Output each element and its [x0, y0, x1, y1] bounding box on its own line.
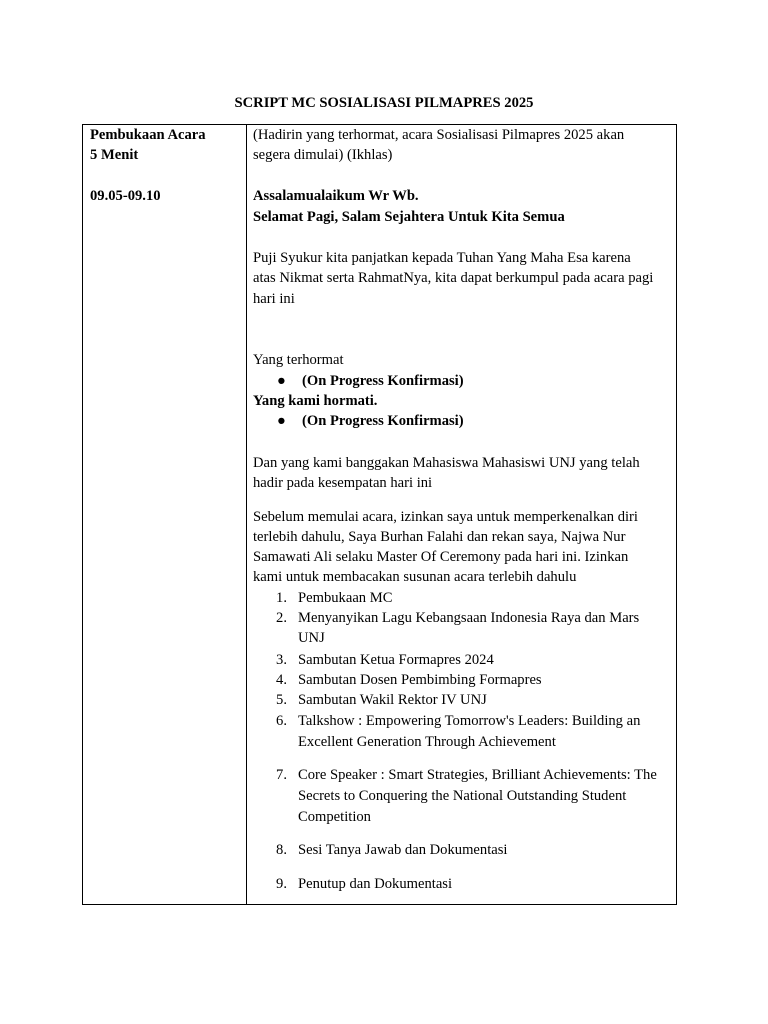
agenda-text: Talkshow : Empowering Tomorrow's Leaders: Building an: [298, 713, 641, 729]
agenda-text: Sambutan Ketua Formapres 2024: [298, 652, 494, 668]
agenda-text: Sesi Tanya Jawab dan Dokumentasi: [298, 842, 508, 858]
agenda-text: Competition: [298, 809, 371, 825]
proud-line: Dan yang kami banggakan Mahasiswa Mahasiswi UNJ yang telah: [253, 455, 640, 471]
respected-label: Yang terhormat: [253, 352, 344, 368]
praise-line: atas Nikmat serta RahmatNya, kita dapat berkumpul pada acara pagi: [253, 270, 654, 286]
intro-line: Samawati Ali selaku Master Of Ceremony pada hari ini. Izinkan: [253, 549, 629, 565]
agenda-text: Secrets to Conquering the National Outstanding Student: [298, 788, 627, 804]
proud-line: hadir pada kesempatan hari ini: [253, 475, 433, 491]
praise-line: hari ini: [253, 291, 295, 307]
section-time: 09.05-09.10: [90, 188, 161, 204]
note-line: (Hadirin yang terhormat, acara Sosialisasi Pilmapres 2025 akan: [253, 127, 625, 143]
script-table: [82, 124, 677, 905]
intro-line: kami untuk membacakan susunan acara terlebih dahulu: [253, 569, 577, 585]
greeting-line: Assalamualaikum Wr Wb.: [253, 188, 419, 204]
intro-line: terlebih dahulu, Saya Burhan Falahi dan rekan saya, Najwa Nur: [253, 529, 626, 545]
honored-label: Yang kami hormati.: [253, 393, 378, 409]
agenda-text: Sambutan Wakil Rektor IV UNJ: [298, 692, 487, 708]
bullet-text: (On Progress Konfirmasi): [302, 373, 464, 389]
agenda-number: 1.: [276, 590, 287, 606]
agenda-text: UNJ: [298, 630, 325, 646]
agenda-text: Core Speaker : Smart Strategies, Brilliant Achievements: The: [298, 767, 657, 783]
section-name: Pembukaan Acara: [90, 127, 206, 143]
agenda-number: 5.: [276, 692, 287, 708]
document-title: SCRIPT MC SOSIALISASI PILMAPRES 2025: [234, 95, 534, 111]
column-divider: [246, 125, 247, 904]
agenda-number: 7.: [276, 767, 287, 783]
bullet-icon: ●: [277, 373, 286, 389]
bullet-icon: ●: [277, 413, 286, 429]
agenda-number: 2.: [276, 610, 287, 626]
agenda-number: 3.: [276, 652, 287, 668]
agenda-number: 4.: [276, 672, 287, 688]
intro-line: Sebelum memulai acara, izinkan saya untuk memperkenalkan diri: [253, 509, 638, 525]
note-line: segera dimulai) (Ikhlas): [253, 147, 393, 163]
agenda-number: 9.: [276, 876, 287, 892]
agenda-text: Sambutan Dosen Pembimbing Formapres: [298, 672, 542, 688]
agenda-number: 6.: [276, 713, 287, 729]
agenda-text: Menyanyikan Lagu Kebangsaan Indonesia Raya dan Mars: [298, 610, 640, 626]
praise-line: Puji Syukur kita panjatkan kepada Tuhan Yang Maha Esa karena: [253, 250, 631, 266]
agenda-text: Pembukaan MC: [298, 590, 393, 606]
bullet-text: (On Progress Konfirmasi): [302, 413, 464, 429]
agenda-number: 8.: [276, 842, 287, 858]
agenda-text: Excellent Generation Through Achievement: [298, 734, 556, 750]
section-duration: 5 Menit: [90, 147, 139, 163]
greeting-line: Selamat Pagi, Salam Sejahtera Untuk Kita Semua: [253, 209, 565, 225]
agenda-text: Penutup dan Dokumentasi: [298, 876, 453, 892]
